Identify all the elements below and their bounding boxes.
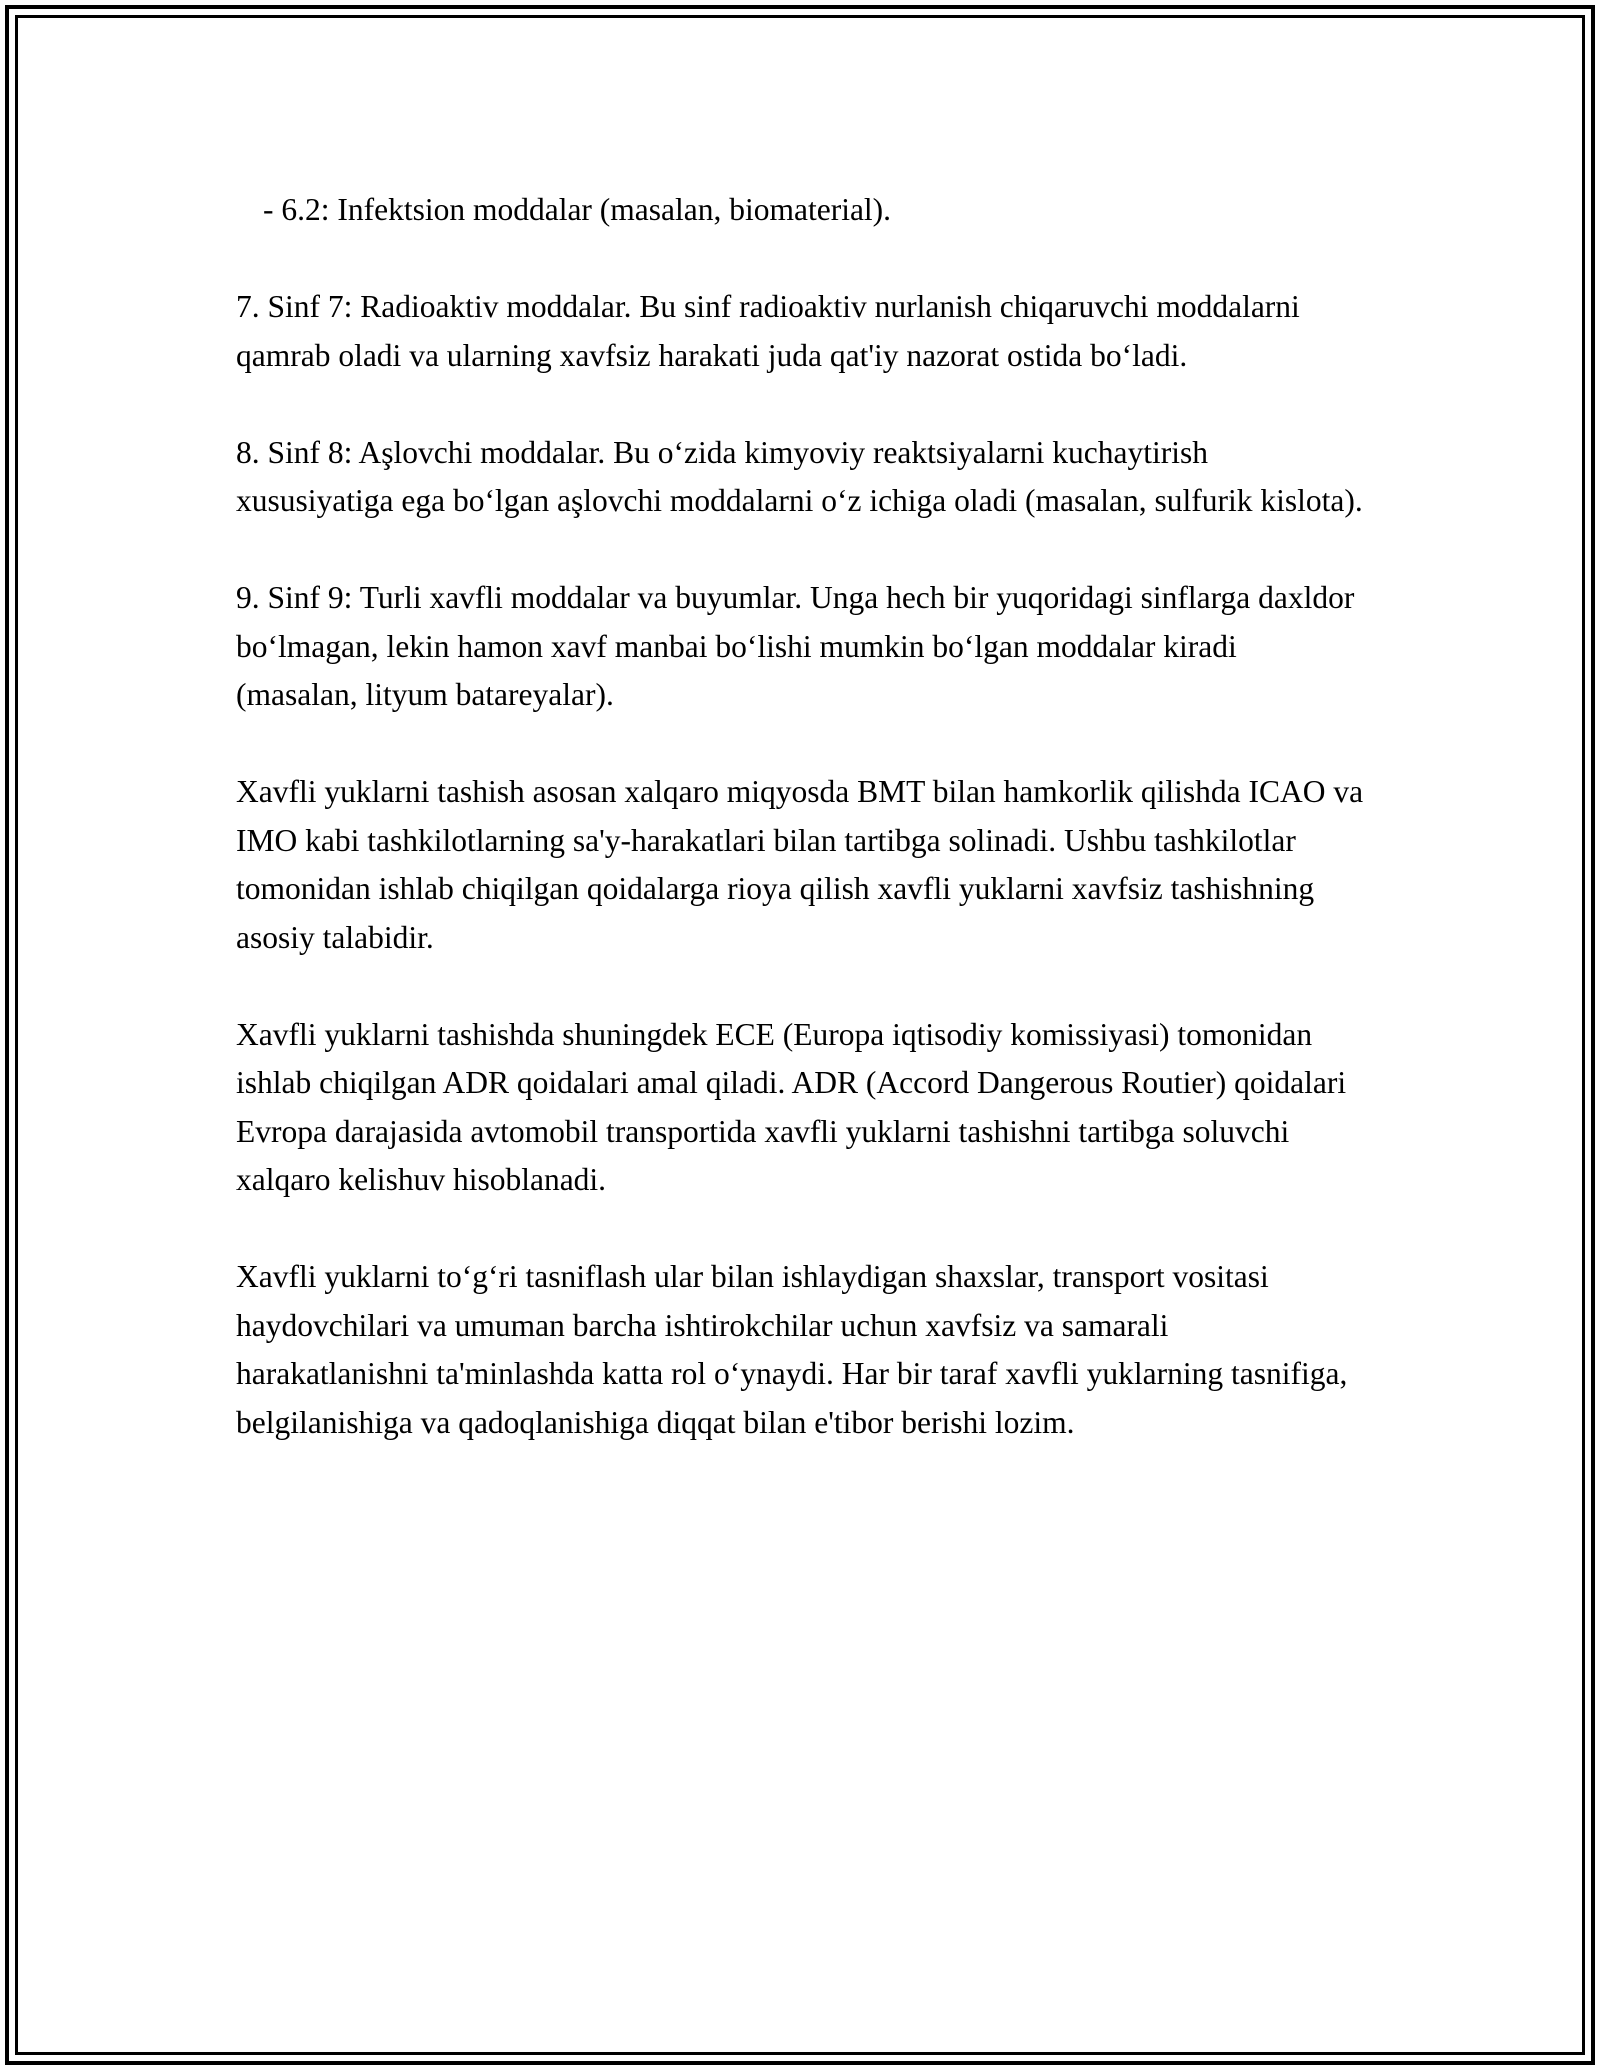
list-subitem-6-2: - 6.2: Infektsion moddalar (masalan, biomaterial). — [263, 192, 892, 227]
document-body — [236, 186, 1366, 1496]
paragraph-regulation: Xavfli yuklarni tashish asosan xalqaro miqyosda BMT bilan hamkorlik qilishda ICAO va IMO kabi tashkilotlarning sa'y-harakatlari bilan tartibga solinadi. Ushbu tashkilotlar tomonidan ishlab chiqilgan qoidalarga rioya qilish xavfli yuklarni xavfsiz tashishning asosiy talabidir. — [236, 774, 1364, 955]
paragraph-classification: Xavfli yuklarni to‘g‘ri tasniflash ular bilan ishlaydigan shaxslar, transport vositasi haydovchilari va umuman barcha ishtirokchilar uchun xavfsiz va samarali harakatlanishni ta'minlashda katta rol o‘ynaydi. Har bir taraf xavfli yuklarning tasnifiga, belgilanishiga va qadoqlanishiga diqqat bilan e'tibor berishi lozim. — [236, 1259, 1348, 1440]
list-item-class-8: 8. Sinf 8: Aşlovchi moddalar. Bu o‘zida kimyoviy reaktsiyalarni kuchaytirish xususiyatiga ega bo‘lgan aşlovchi moddalarni o‘z ichiga oladi (masalan, sulfurik kislota). — [236, 434, 1363, 518]
list-item-class-9: 9. Sinf 9: Turli xavfli moddalar va buyumlar. Unga hech bir yuqoridagi sinflarga daxldor bo‘lmagan, lekin hamon xavf manbai bo‘lishi mumkin bo‘lgan moddalar kiradi (masalan, lityum batareyalar). — [236, 580, 1355, 712]
paragraph-adr: Xavfli yuklarni tashishda shuningdek ECE (Europa iqtisodiy komissiyasi) tomonidan ishlab chiqilgan ADR qoidalari amal qiladi. ADR (Accord Dangerous Routier) qoidalari Evropa darajasida avtomobil transportida xavfli yuklarni tashishni tartibga soluvchi xalqaro kelishuv hisoblanadi. — [236, 1016, 1347, 1197]
list-item-class-7: 7. Sinf 7: Radioaktiv moddalar. Bu sinf radioaktiv nurlanish chiqaruvchi moddalarni qamrab oladi va ularning xavfsiz harakati juda qat'iy nazorat ostida bo‘ladi. — [236, 289, 1300, 373]
